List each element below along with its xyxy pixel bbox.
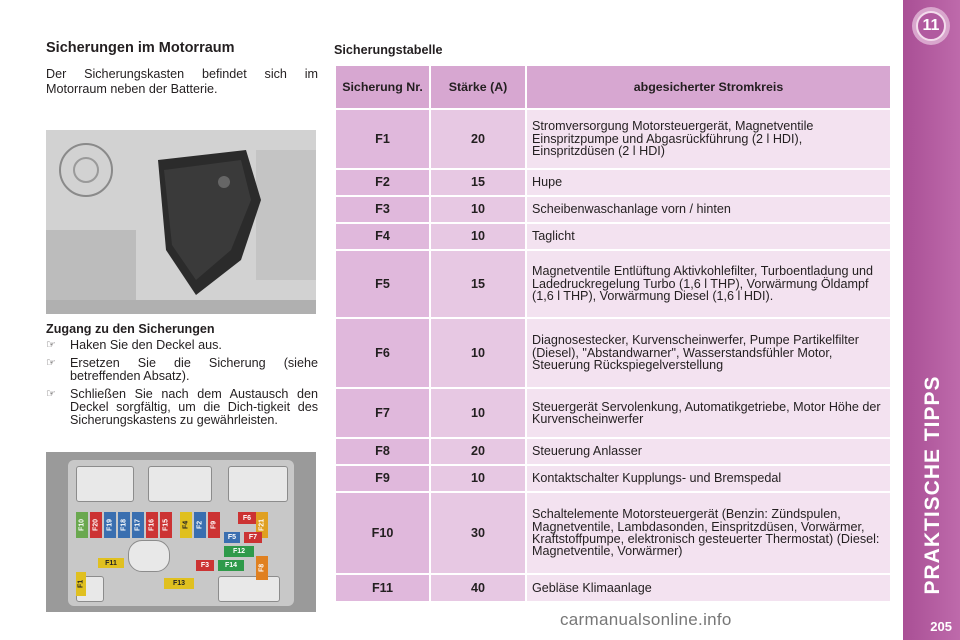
table-row: F8 20 Steuerung Anlasser: [336, 439, 890, 464]
pointing-finger-icon: ☞: [46, 339, 56, 351]
fuse-label: F21: [256, 512, 268, 538]
fuse-label: F13: [164, 578, 194, 589]
table-title: Sicherungstabelle: [334, 43, 443, 57]
chapter-badge: [912, 7, 950, 45]
fuse-label: F5: [224, 532, 240, 543]
fuse-label: F20: [90, 512, 102, 538]
steps-list: [46, 339, 318, 432]
fuse-label: F7: [244, 532, 262, 543]
fuse-table: [334, 64, 892, 603]
fuse-label: F16: [146, 512, 158, 538]
column-header: abgesicherter Stromkreis: [527, 66, 890, 108]
fuse-label: F11: [98, 558, 124, 568]
fuse-label: F3: [196, 560, 214, 571]
fuse-label: F18: [118, 512, 130, 538]
pointing-finger-icon: ☞: [46, 357, 56, 369]
table-row: F10 30 Schaltelemente Motorsteuergerät (Benzin: Zündspulen, Magnetventile, Lambdasonden, Einspritzdüsen, Vorwärmer, Kraftstoffpumpe, elektronisch gesteuerter Thermostat) (Diesel: Magnetventile, Vorwärmer): [336, 493, 890, 573]
fuse-label: F4: [180, 512, 192, 538]
list-item: ☞ Schließen Sie nach dem Austausch den Deckel sorgfältig, um die Dich-tigkeit des Sicherungskastens zu gewährleisten.: [46, 387, 318, 427]
pointing-finger-icon: ☞: [46, 388, 56, 400]
table-row: F11 40 Gebläse Klimaanlage: [336, 575, 890, 601]
watermark: carmanualsonline.info: [560, 610, 732, 629]
chapter-sidebar: [903, 0, 960, 640]
fuse-label: F17: [132, 512, 144, 538]
intro-text: Der Sicherungskasten befindet sich im Motorraum neben der Batterie.: [46, 67, 318, 96]
page-number: 205: [930, 619, 952, 634]
fuse-label: F12: [224, 546, 254, 557]
fuse-label: F19: [104, 512, 116, 538]
fuse-label: F15: [160, 512, 172, 538]
column-header: Sicherung Nr.: [336, 66, 429, 108]
column-header: Stärke (A): [431, 66, 525, 108]
table-header-row: [336, 66, 890, 108]
fuse-label: F2: [194, 512, 206, 538]
table-row: F3 10 Scheibenwaschanlage vorn / hinten: [336, 197, 890, 222]
engine-bay-illustration: [46, 130, 316, 314]
fuse-label: F10: [76, 512, 88, 538]
fuse-label: F8: [256, 556, 268, 580]
fuse-label: F1: [76, 572, 86, 596]
table-row: F4 10 Taglicht: [336, 224, 890, 249]
table-row: F2 15 Hupe: [336, 170, 890, 195]
table-row: F7 10 Steuergerät Servolenkung, Automatikgetriebe, Motor Höhe der Kurvenscheinwerfer: [336, 389, 890, 437]
fuse-label: F14: [218, 560, 244, 571]
section-heading: Sicherungen im Motorraum: [46, 40, 235, 56]
chapter-title: PRAKTISCHE TIPPS: [921, 375, 944, 595]
list-item: ☞ Ersetzen Sie die Sicherung (siehe betreffenden Absatz).: [46, 356, 318, 383]
left-column: [46, 40, 318, 97]
access-heading: Zugang zu den Sicherungen: [46, 322, 215, 336]
fusebox-diagram: [46, 452, 316, 612]
fuse-label: F9: [208, 512, 220, 538]
chapter-number: 11: [916, 11, 946, 41]
table-row: F6 10 Diagnosestecker, Kurvenscheinwerfer, Pumpe Partikelfilter (Diesel), "Abstandwarner", Wasserstandsfühler Motor, Steuerung Rückspiegelverstellung: [336, 319, 890, 387]
table-row: F5 15 Magnetventile Entlüftung Aktivkohlefilter, Turboentladung und Ladedruckregelung Turbo (1,6 l THP), Vorwärmung Öldampf (1,6 l THP), Vorwärmung Diesel (1,6 l HDI).: [336, 251, 890, 317]
engine-bay-photo: [46, 130, 316, 314]
list-item: ☞ Haken Sie den Deckel aus.: [46, 338, 222, 352]
fuse-label: F6: [238, 512, 256, 524]
table-row: F1 20 Stromversorgung Motorsteuergerät, Magnetventile Einspritzpumpe und Abgasrückführung (2 l HDI), Einspritzdüsen (2 l HDI): [336, 110, 890, 168]
table-row: F9 10 Kontaktschalter Kupplungs- und Bremspedal: [336, 466, 890, 491]
